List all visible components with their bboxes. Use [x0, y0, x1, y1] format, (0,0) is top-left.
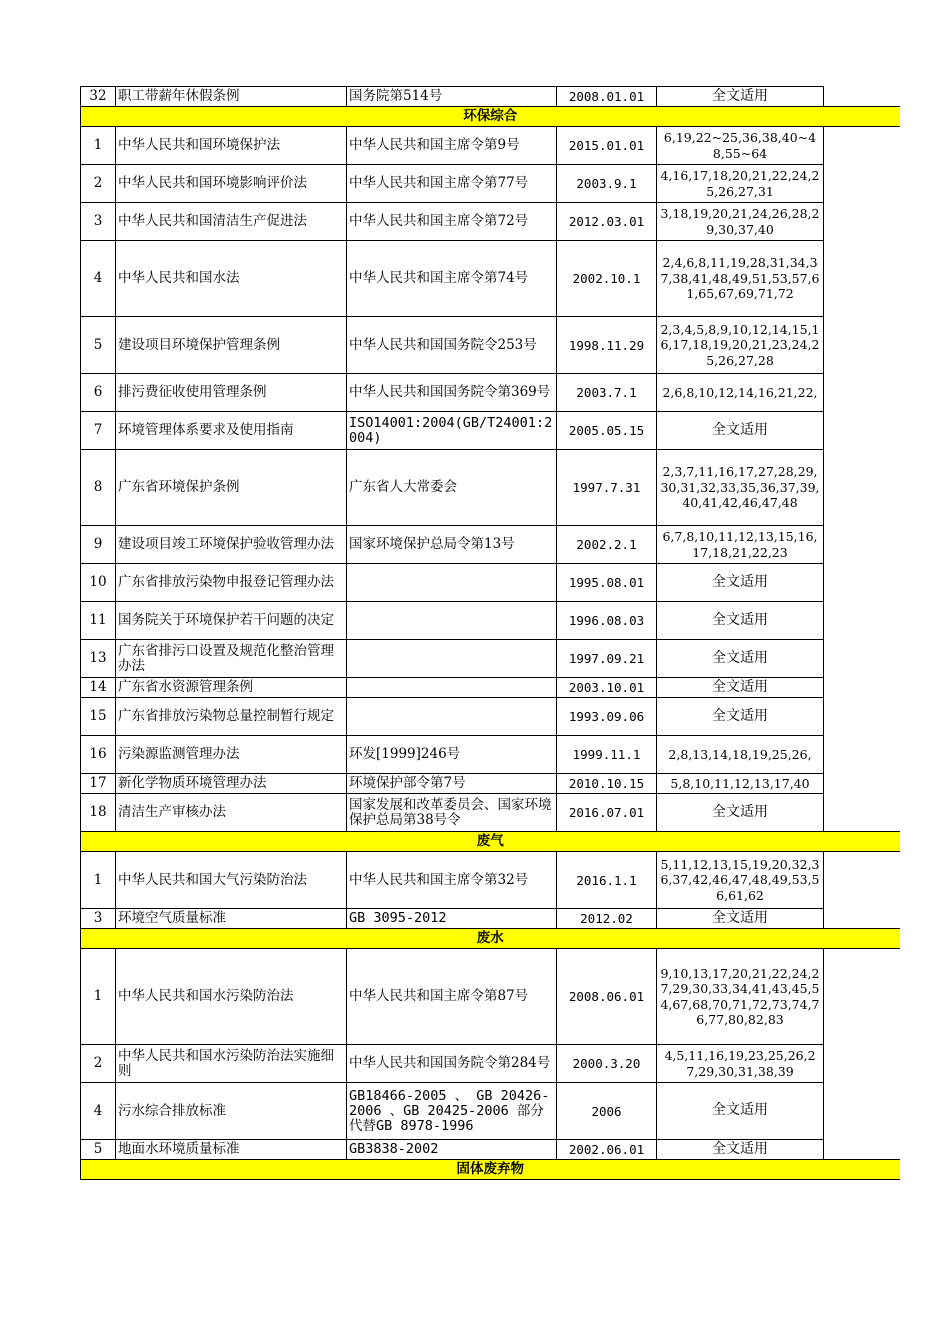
applicable-clauses: 全文适用 — [657, 794, 824, 832]
regulation-name: 中华人民共和国水法 — [116, 241, 347, 317]
document-number: 环发[1999]246号 — [347, 736, 557, 774]
regulation-name: 中华人民共和国环境保护法 — [116, 127, 347, 165]
effective-date: 1996.08.03 — [557, 602, 657, 640]
applicable-clauses: 2,3,4,5,8,9,10,12,14,15,16,17,18,19,20,21,23,24,25,26,27,28 — [657, 317, 824, 374]
section-header-row — [81, 832, 900, 852]
effective-date: 2010.10.15 — [557, 774, 657, 794]
regulations-table-body — [81, 87, 900, 1180]
applicable-clauses: 全文适用 — [657, 564, 824, 602]
document-number: GB18466-2005 、 GB 20426-2006 、GB 20425-2006 部分代替GB 8978-1996 — [347, 1083, 557, 1140]
regulation-name: 环境空气质量标准 — [116, 909, 347, 929]
table-row — [81, 1083, 900, 1140]
row-number: 13 — [81, 640, 116, 678]
row-number: 8 — [81, 450, 116, 526]
effective-date: 2006 — [557, 1083, 657, 1140]
row-number: 3 — [81, 909, 116, 929]
applicable-clauses: 全文适用 — [657, 412, 824, 450]
document-number: 环境保护部令第7号 — [347, 774, 557, 794]
applicable-clauses: 2,6,8,10,12,14,16,21,22, — [657, 374, 824, 412]
applicable-clauses: 4,16,17,18,20,21,22,24,25,26,27,31 — [657, 165, 824, 203]
document-number: 中华人民共和国主席令第77号 — [347, 165, 557, 203]
regulation-name: 广东省排污口设置及规范化整治管理办法 — [116, 640, 347, 678]
regulation-name: 建设项目竣工环境保护验收管理办法 — [116, 526, 347, 564]
table-row — [81, 602, 900, 640]
regulation-name: 地面水环境质量标准 — [116, 1140, 347, 1160]
effective-date: 2012.03.01 — [557, 203, 657, 241]
row-number: 4 — [81, 241, 116, 317]
applicable-clauses: 全文适用 — [657, 87, 824, 107]
effective-date: 2008.06.01 — [557, 949, 657, 1045]
effective-date: 2016.1.1 — [557, 852, 657, 909]
table-row — [81, 564, 900, 602]
table-row — [81, 526, 900, 564]
table-row — [81, 852, 900, 909]
table-row — [81, 774, 900, 794]
regulation-name: 清洁生产审核办法 — [116, 794, 347, 832]
applicable-clauses: 全文适用 — [657, 698, 824, 736]
document-number: 中华人民共和国主席令第32号 — [347, 852, 557, 909]
row-number: 14 — [81, 678, 116, 698]
effective-date: 2000.3.20 — [557, 1045, 657, 1083]
table-row — [81, 678, 900, 698]
regulation-name: 中华人民共和国清洁生产促进法 — [116, 203, 347, 241]
row-number: 18 — [81, 794, 116, 832]
table-row — [81, 374, 900, 412]
effective-date: 2002.10.1 — [557, 241, 657, 317]
row-number: 1 — [81, 949, 116, 1045]
table-row — [81, 87, 900, 107]
row-number: 10 — [81, 564, 116, 602]
regulation-name: 广东省排放污染物总量控制暂行规定 — [116, 698, 347, 736]
document-number: 中华人民共和国国务院令第369号 — [347, 374, 557, 412]
regulation-name: 污水综合排放标准 — [116, 1083, 347, 1140]
document-number: 中华人民共和国国务院令253号 — [347, 317, 557, 374]
effective-date: 1993.09.06 — [557, 698, 657, 736]
applicable-clauses: 6,7,8,10,11,12,13,15,16,17,18,21,22,23 — [657, 526, 824, 564]
applicable-clauses: 2,8,13,14,18,19,25,26, — [657, 736, 824, 774]
regulations-table — [80, 86, 900, 1180]
applicable-clauses: 全文适用 — [657, 678, 824, 698]
document-number — [347, 564, 557, 602]
section-header-row — [81, 929, 900, 949]
effective-date: 1998.11.29 — [557, 317, 657, 374]
regulation-name: 建设项目环境保护管理条例 — [116, 317, 347, 374]
applicable-clauses: 2,4,6,8,11,19,28,31,34,37,38,41,48,49,51,53,57,61,65,67,69,71,72 — [657, 241, 824, 317]
document-number: 国务院第514号 — [347, 87, 557, 107]
document-number: 广东省人大常委会 — [347, 450, 557, 526]
regulation-name: 中华人民共和国环境影响评价法 — [116, 165, 347, 203]
document-number: 中华人民共和国国务院令第284号 — [347, 1045, 557, 1083]
row-number: 1 — [81, 852, 116, 909]
table-row — [81, 1045, 900, 1083]
effective-date: 1997.09.21 — [557, 640, 657, 678]
row-number: 5 — [81, 317, 116, 374]
effective-date: 2002.06.01 — [557, 1140, 657, 1160]
applicable-clauses: 5,11,12,13,15,19,20,32,36,37,42,46,47,48,49,53,56,61,62 — [657, 852, 824, 909]
table-row — [81, 127, 900, 165]
effective-date: 2008.01.01 — [557, 87, 657, 107]
document-number: 中华人民共和国主席令第87号 — [347, 949, 557, 1045]
regulation-name: 广东省环境保护条例 — [116, 450, 347, 526]
document-number: 中华人民共和国主席令第9号 — [347, 127, 557, 165]
document-number — [347, 678, 557, 698]
regulation-name: 中华人民共和国水污染防治法实施细则 — [116, 1045, 347, 1083]
row-number: 5 — [81, 1140, 116, 1160]
table-row — [81, 317, 900, 374]
table-row — [81, 698, 900, 736]
row-number: 6 — [81, 374, 116, 412]
section-title: 固体废弃物 — [81, 1160, 900, 1180]
applicable-clauses: 9,10,13,17,20,21,22,24,27,29,30,33,34,41,43,45,54,67,68,70,71,72,73,74,76,77,80,82,83 — [657, 949, 824, 1045]
row-number: 17 — [81, 774, 116, 794]
effective-date: 2002.2.1 — [557, 526, 657, 564]
regulation-name: 新化学物质环境管理办法 — [116, 774, 347, 794]
table-row — [81, 909, 900, 929]
effective-date: 2012.02 — [557, 909, 657, 929]
table-row — [81, 736, 900, 774]
applicable-clauses: 全文适用 — [657, 1083, 824, 1140]
table-row — [81, 412, 900, 450]
row-number: 1 — [81, 127, 116, 165]
effective-date: 2016.07.01 — [557, 794, 657, 832]
document-number — [347, 602, 557, 640]
table-row — [81, 450, 900, 526]
row-number: 2 — [81, 165, 116, 203]
row-number: 32 — [81, 87, 116, 107]
effective-date: 1997.7.31 — [557, 450, 657, 526]
section-header-row — [81, 107, 900, 127]
regulation-name: 职工带薪年休假条例 — [116, 87, 347, 107]
effective-date: 2003.10.01 — [557, 678, 657, 698]
document-number: GB 3095-2012 — [347, 909, 557, 929]
row-number: 16 — [81, 736, 116, 774]
document-number: GB3838-2002 — [347, 1140, 557, 1160]
effective-date: 1995.08.01 — [557, 564, 657, 602]
applicable-clauses: 2,3,7,11,16,17,27,28,29,30,31,32,33,35,36,37,39,40,41,42,46,47,48 — [657, 450, 824, 526]
row-number: 3 — [81, 203, 116, 241]
table-row — [81, 1140, 900, 1160]
table-row — [81, 640, 900, 678]
table-row — [81, 949, 900, 1045]
effective-date: 1999.11.1 — [557, 736, 657, 774]
document-number: 中华人民共和国主席令第74号 — [347, 241, 557, 317]
document-number — [347, 640, 557, 678]
section-title: 环保综合 — [81, 107, 900, 127]
section-title: 废气 — [81, 832, 900, 852]
row-number: 15 — [81, 698, 116, 736]
regulation-name: 广东省排放污染物申报登记管理办法 — [116, 564, 347, 602]
section-title: 废水 — [81, 929, 900, 949]
regulation-name: 中华人民共和国大气污染防治法 — [116, 852, 347, 909]
section-header-row — [81, 1160, 900, 1180]
effective-date: 2003.7.1 — [557, 374, 657, 412]
applicable-clauses: 6,19,22~25,36,38,40~48,55~64 — [657, 127, 824, 165]
document-number — [347, 698, 557, 736]
document-number: 国家环境保护总局令第13号 — [347, 526, 557, 564]
row-number: 9 — [81, 526, 116, 564]
applicable-clauses: 全文适用 — [657, 909, 824, 929]
row-number: 7 — [81, 412, 116, 450]
row-number: 11 — [81, 602, 116, 640]
table-row — [81, 241, 900, 317]
row-number: 2 — [81, 1045, 116, 1083]
regulation-name: 污染源监测管理办法 — [116, 736, 347, 774]
table-row — [81, 794, 900, 832]
document-number: ISO14001:2004(GB/T24001:2004) — [347, 412, 557, 450]
effective-date: 2005.05.15 — [557, 412, 657, 450]
applicable-clauses: 全文适用 — [657, 640, 824, 678]
regulation-name: 国务院关于环境保护若干问题的决定 — [116, 602, 347, 640]
applicable-clauses: 全文适用 — [657, 1140, 824, 1160]
document-number: 中华人民共和国主席令第72号 — [347, 203, 557, 241]
table-row — [81, 165, 900, 203]
regulation-name: 中华人民共和国水污染防治法 — [116, 949, 347, 1045]
applicable-clauses: 4,5,11,16,19,23,25,26,27,29,30,31,38,39 — [657, 1045, 824, 1083]
table-row — [81, 203, 900, 241]
regulation-name: 排污费征收使用管理条例 — [116, 374, 347, 412]
effective-date: 2015.01.01 — [557, 127, 657, 165]
regulation-name: 环境管理体系要求及使用指南 — [116, 412, 347, 450]
regulation-name: 广东省水资源管理条例 — [116, 678, 347, 698]
applicable-clauses: 5,8,10,11,12,13,17,40 — [657, 774, 824, 794]
applicable-clauses: 全文适用 — [657, 602, 824, 640]
row-number: 4 — [81, 1083, 116, 1140]
document-number: 国家发展和改革委员会、国家环境保护总局第38号令 — [347, 794, 557, 832]
effective-date: 2003.9.1 — [557, 165, 657, 203]
applicable-clauses: 3,18,19,20,21,24,26,28,29,30,37,40 — [657, 203, 824, 241]
